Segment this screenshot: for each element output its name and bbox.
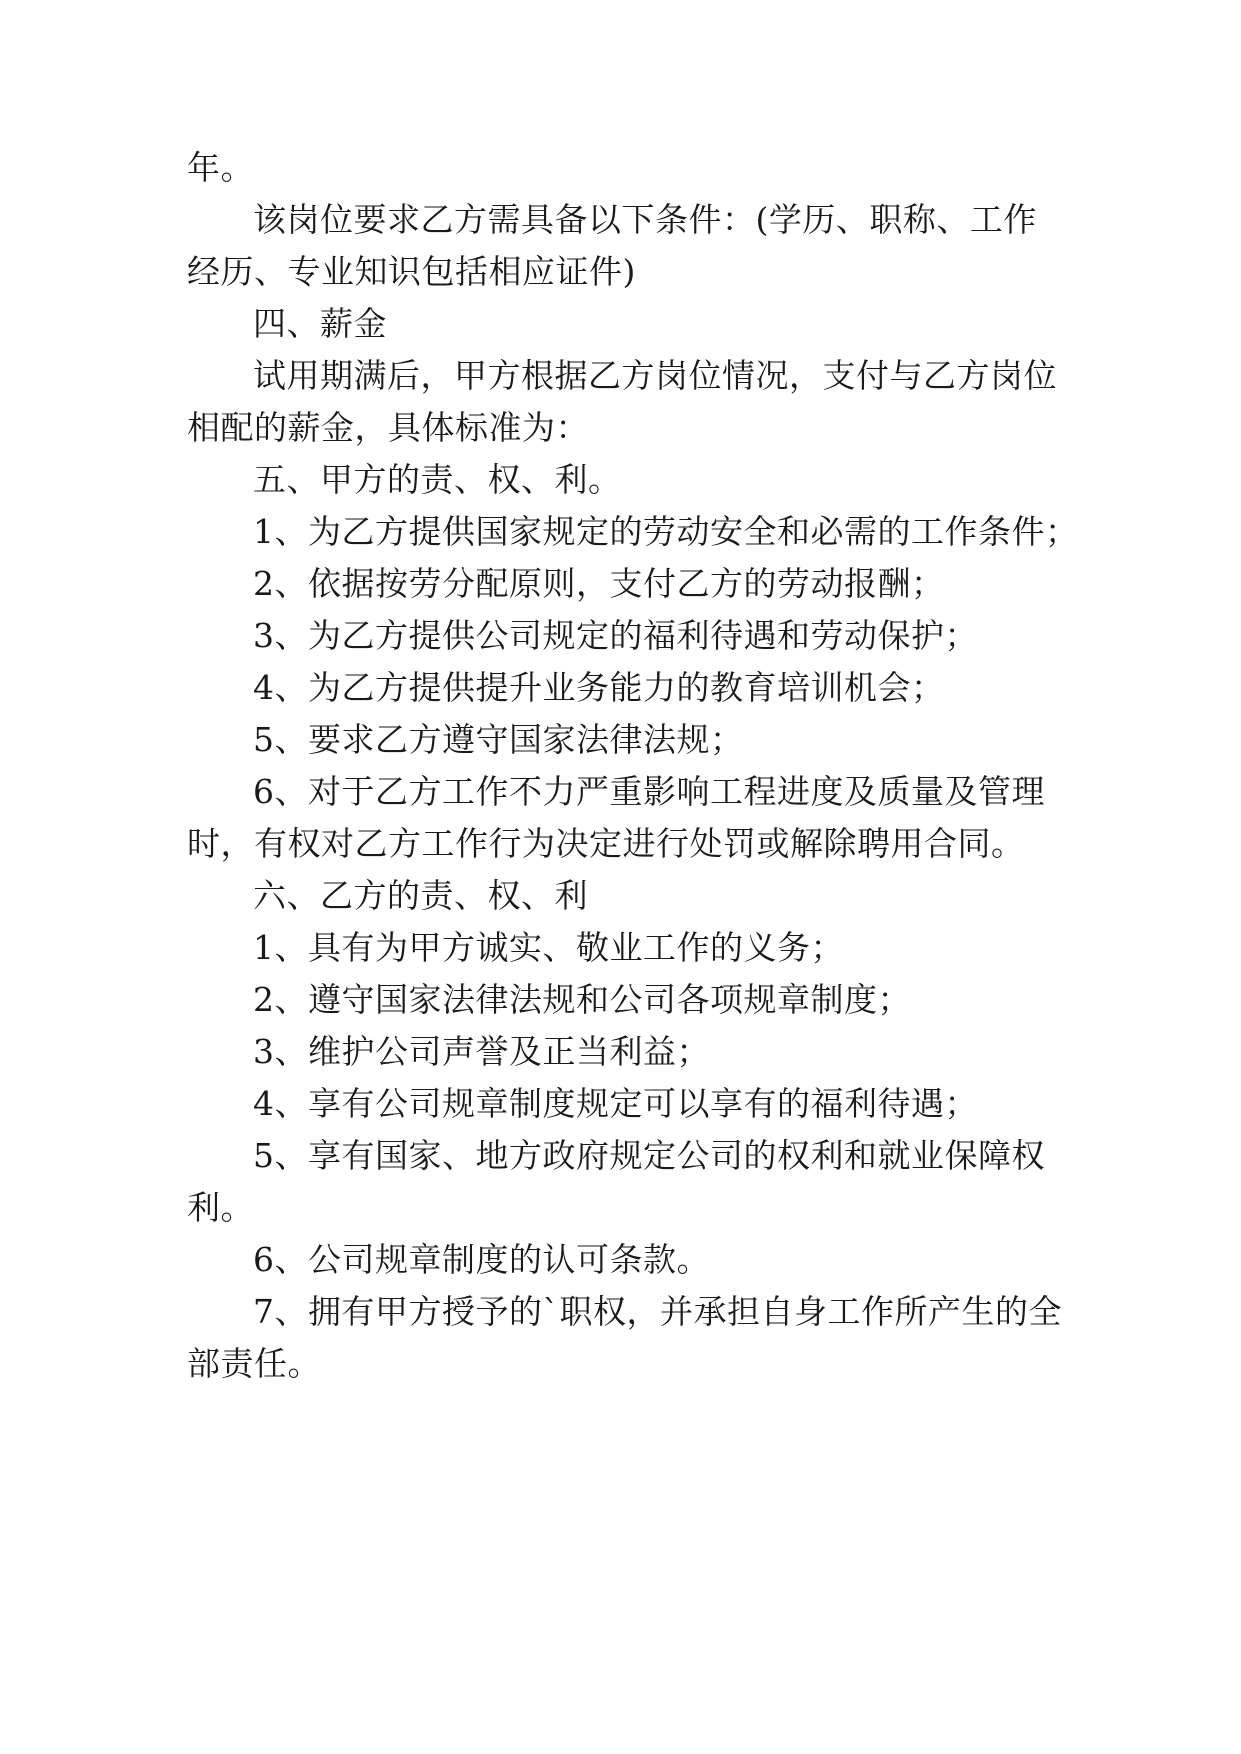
text-line: 该岗位要求乙方需具备以下条件：(学历、职称、工作 xyxy=(253,200,1037,239)
list-item: 4、为乙方提供提升业务能力的教育培训机会； xyxy=(253,668,945,707)
text-line: 年。 xyxy=(187,148,254,187)
list-item: 3、为乙方提供公司规定的福利待遇和劳动保护； xyxy=(253,616,978,655)
text-line: 部责任。 xyxy=(187,1344,321,1383)
text-line: 经历、专业知识包括相应证件) xyxy=(187,252,636,291)
section-heading: 五、甲方的责、权、利。 xyxy=(253,460,622,499)
list-item: 3、维护公司声誉及正当利益； xyxy=(253,1032,710,1071)
list-item: 2、依据按劳分配原则，支付乙方的劳动报酬； xyxy=(253,564,945,603)
list-item: 1、具有为甲方诚实、敬业工作的义务； xyxy=(253,928,844,967)
section-heading: 六、乙方的责、权、利 xyxy=(253,876,588,915)
list-item: 1、为乙方提供国家规定的劳动安全和必需的工作条件； xyxy=(253,512,1079,551)
list-item: 2、遵守国家法律法规和公司各项规章制度； xyxy=(253,980,911,1019)
list-item: 4、享有公司规章制度规定可以享有的福利待遇； xyxy=(253,1084,978,1123)
list-item: 6、对于乙方工作不力严重影响工程进度及质量及管理 xyxy=(253,772,1045,811)
text-line: 时，有权对乙方工作行为决定进行处罚或解除聘用合同。 xyxy=(187,824,1025,863)
list-item: 7、拥有甲方授予的`职权，并承担自身工作所产生的全 xyxy=(253,1292,1062,1331)
list-item: 5、要求乙方遵守国家法律法规； xyxy=(253,720,744,759)
text-line: 利。 xyxy=(187,1188,254,1227)
list-item: 6、公司规章制度的认可条款。 xyxy=(253,1240,710,1279)
text-line: 相配的薪金，具体标准为： xyxy=(187,408,589,447)
section-heading: 四、薪金 xyxy=(253,304,387,343)
list-item: 5、享有国家、地方政府规定公司的权利和就业保障权 xyxy=(253,1136,1045,1175)
text-line: 试用期满后，甲方根据乙方岗位情况，支付与乙方岗位 xyxy=(253,356,1057,395)
